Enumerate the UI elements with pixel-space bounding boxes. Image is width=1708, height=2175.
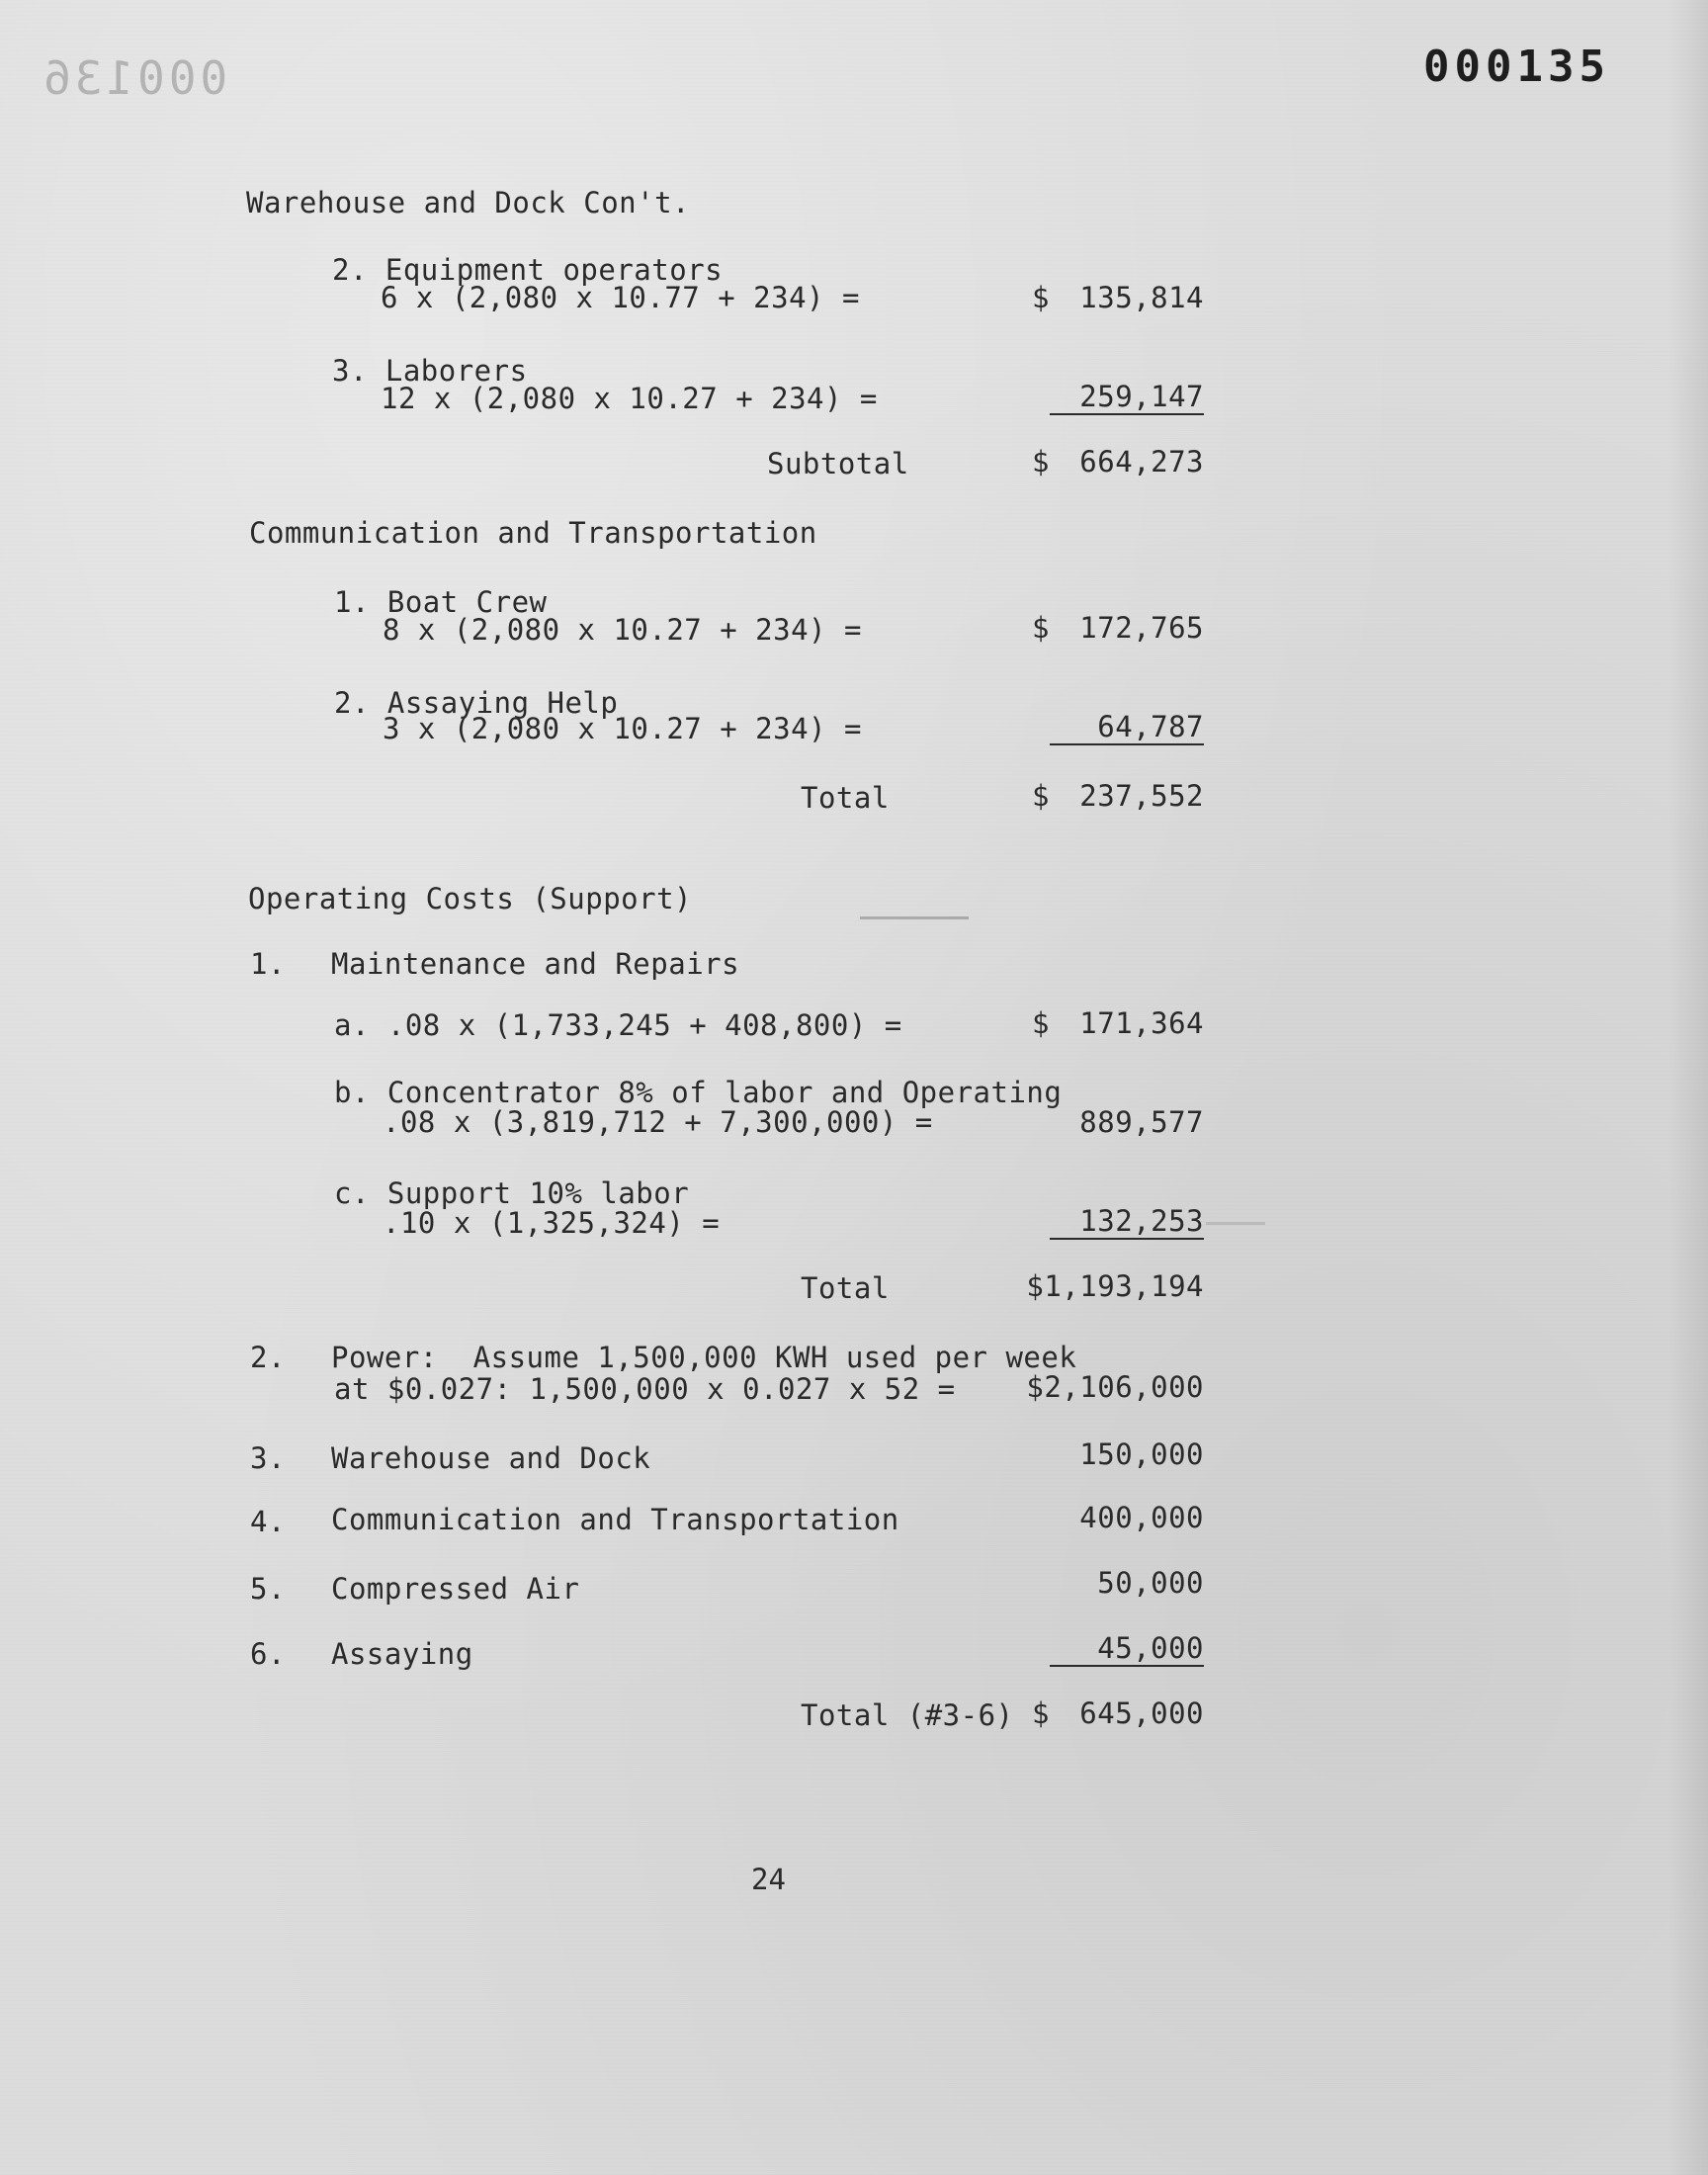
total-amount: 645,000 (1079, 1696, 1204, 1730)
total-label: Total (801, 781, 890, 815)
page-number: 24 (751, 1863, 786, 1896)
total-amount: 237,552 (1079, 779, 1204, 813)
item-formula: 12 x (2,080 x 10.27 + 234) = (381, 382, 878, 415)
item-amount: 259,147 (1050, 380, 1204, 415)
subitem-amount: 171,364 (1079, 1006, 1204, 1040)
currency-symbol: $ (1032, 445, 1050, 478)
item-label: Warehouse and Dock (331, 1441, 651, 1475)
maintenance-label: Maintenance and Repairs (331, 947, 740, 981)
subitem-amount: 132,253 (1050, 1204, 1204, 1240)
power-amount: $2,106,000 (1026, 1370, 1204, 1404)
item-label: Communication and Transportation (331, 1503, 899, 1536)
item-label: Assaying (331, 1637, 473, 1671)
item-label: 1. Boat Crew (334, 585, 548, 619)
currency-symbol: $ (1032, 1696, 1050, 1730)
item-amount: 172,765 (1079, 611, 1204, 645)
currency-symbol: $ (1032, 611, 1050, 645)
power-formula: at $0.027: 1,500,000 x 0.027 x 52 = (334, 1372, 956, 1406)
item-amount: 64,787 (1050, 710, 1204, 745)
power-line: Power: Assume 1,500,000 KWH used per week (331, 1341, 1077, 1374)
subtotal-amount: 664,273 (1079, 445, 1204, 478)
item-number: 4. (250, 1505, 286, 1538)
item-number: 5. (250, 1572, 286, 1606)
item-label: 3. Laborers (332, 354, 528, 388)
item-number: 3. (250, 1441, 286, 1475)
subitem-line: b. Concentrator 8% of labor and Operating (334, 1076, 1063, 1109)
smudge-mark (1206, 1222, 1265, 1225)
item-amount: 135,814 (1079, 281, 1204, 314)
subitem-amount: 889,577 (1079, 1105, 1204, 1139)
currency-symbol: $ (1032, 1006, 1050, 1040)
total-label: Total (801, 1271, 890, 1305)
item-amount: 45,000 (1050, 1631, 1204, 1667)
subitem-line: a. .08 x (1,733,245 + 408,800) = (334, 1008, 902, 1042)
item-label: Compressed Air (331, 1572, 580, 1606)
section-heading-operating: Operating Costs (Support) (248, 882, 692, 915)
scan-edge-shadow (1668, 0, 1708, 2175)
item-label: 2. Assaying Help (334, 686, 619, 720)
item-label: 2. Equipment operators (332, 253, 724, 287)
total-label: Total (#3-6) (801, 1698, 1014, 1732)
item-formula: 6 x (2,080 x 10.77 + 234) = (381, 281, 860, 314)
subtotal-label: Subtotal (767, 447, 909, 480)
section-heading-warehouse: Warehouse and Dock Con't. (246, 186, 690, 219)
subitem-formula: .08 x (3,819,712 + 7,300,000) = (383, 1105, 933, 1139)
currency-symbol: $ (1032, 779, 1050, 813)
document-number: 000135 (1423, 42, 1610, 92)
item-amount: 150,000 (1079, 1437, 1204, 1471)
item-amount: 400,000 (1079, 1501, 1204, 1534)
item-number: 2. (250, 1341, 286, 1374)
smudge-mark (860, 916, 969, 919)
item-amount: 50,000 (1097, 1566, 1204, 1600)
item-number: 1. (250, 947, 286, 981)
item-number: 6. (250, 1637, 286, 1671)
subitem-line: c. Support 10% labor (334, 1176, 690, 1210)
subitem-formula: .10 x (1,325,324) = (383, 1206, 721, 1240)
currency-symbol: $ (1032, 281, 1050, 314)
item-formula: 3 x (2,080 x 10.27 + 234) = (383, 712, 862, 745)
item-formula: 8 x (2,080 x 10.27 + 234) = (383, 613, 862, 647)
total-amount: $1,193,194 (1026, 1269, 1204, 1303)
mirrored-stamp: 000136 (40, 51, 228, 105)
section-heading-communication: Communication and Transportation (249, 516, 817, 550)
